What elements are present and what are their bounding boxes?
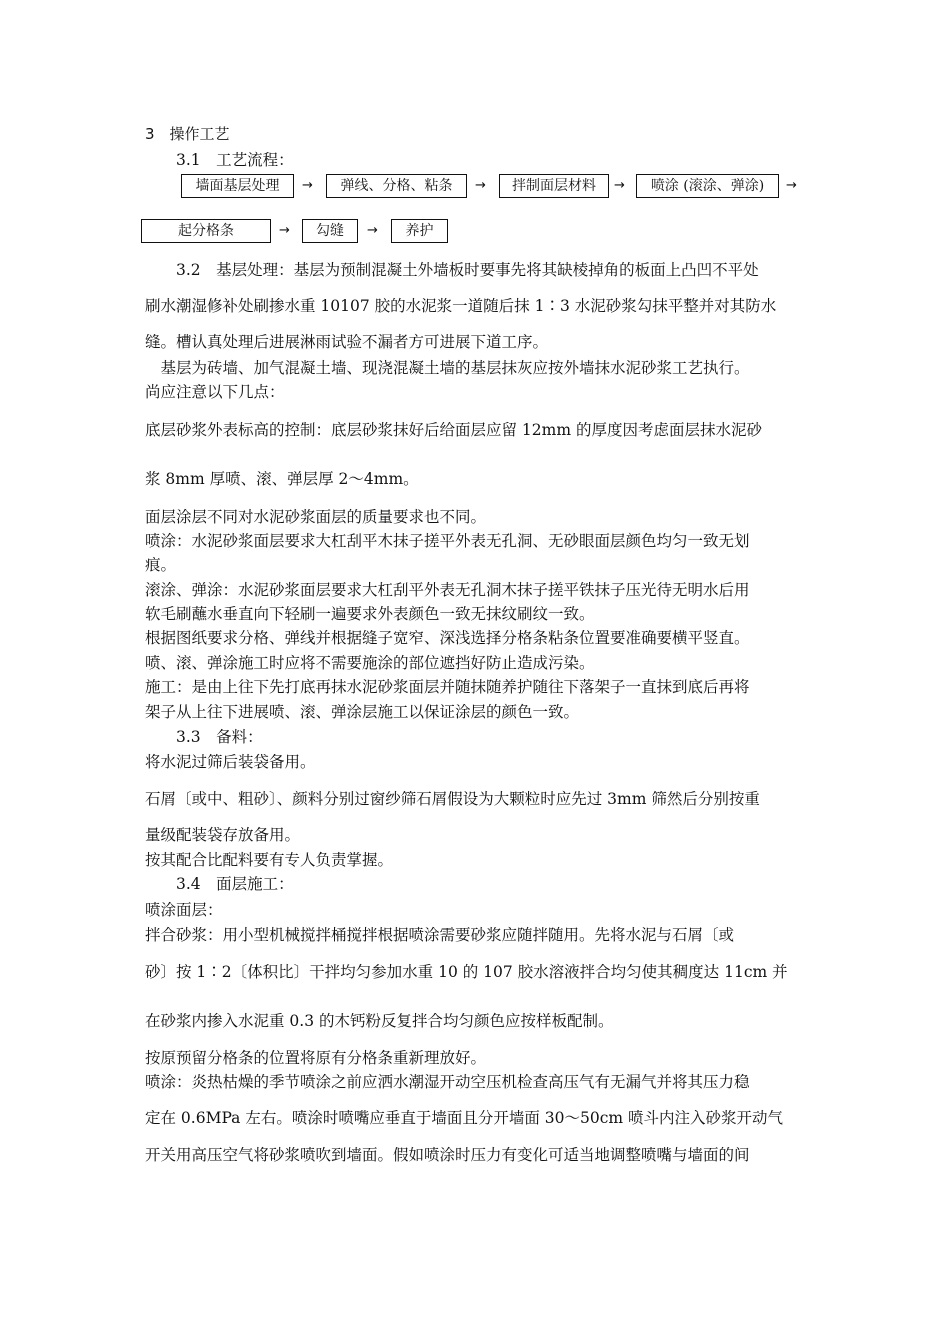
flow-arrow: →: [614, 178, 625, 193]
text-line: 按原预留分格条的位置将原有分格条重新理放好。: [145, 1049, 487, 1067]
text-line: 将水泥过筛后装袋备用。: [145, 753, 316, 771]
text-line: 尚应注意以下几点：: [145, 383, 285, 401]
flow-step-pointing: 勾缝: [302, 219, 358, 243]
text-line: 架子从上往下进展喷、滚、弹涂层施工以保证涂层的颜色一致。: [145, 703, 580, 721]
flow-heading: 3.1 工艺流程：: [176, 151, 294, 169]
flow-arrow: →: [786, 178, 797, 193]
text-line: 刷水潮湿修补处刷掺水重 10107 胶的水泥浆一道随后抹 1∶3 水泥砂浆勾抹平整并对其防水: [145, 297, 777, 315]
flow-step-base-treatment: 墙面基层处理: [181, 174, 294, 198]
flow-step-line-grid: 弹线、分格、粘条: [326, 174, 467, 198]
flow-step-mix-material: 拌制面层材料: [499, 174, 609, 198]
flow-step-spray: 喷涂 (滚涂、弹涂): [636, 174, 779, 198]
text-line: 痕。: [145, 556, 177, 574]
text-line: 开关用高压空气将砂浆喷吹到墙面。假如喷涂时压力有变化可适当地调整喷嘴与墙面的间: [145, 1146, 750, 1164]
flow-arrow: →: [475, 178, 486, 193]
text-line: 砂〕按 1∶2〔体积比〕干拌均匀参加水重 10 的 107 胶水溶液拌合均匀使其稠度达 11cm 并: [145, 963, 788, 981]
text-line: 缝。槽认真处理后进展淋雨试验不漏者方可进展下道工序。: [145, 333, 549, 351]
text-line: 滚涂、弹涂：水泥砂浆面层要求大杠刮平外表无孔洞木抹子搓平铁抹子压光待无明水后用: [145, 581, 750, 599]
text-line: 3.2 基层处理：基层为预制混凝土外墙板时要事先将其缺棱掉角的板面上凸凹不平处: [145, 261, 759, 279]
text-line: 定在 0.6MPa 左右。喷涂时喷嘴应垂直于墙面且分开墙面 30～50cm 喷斗内注入砂浆开动气: [145, 1109, 784, 1127]
text-line: 3.3 备料：: [145, 728, 263, 746]
text-line: 3.4 面层施工：: [145, 875, 294, 893]
flow-arrow: →: [302, 178, 313, 193]
text-line: 石屑〔或中、粗砂〕、颜料分别过窗纱筛石屑假设为大颗粒时应先过 3mm 筛然后分别按重: [145, 790, 760, 808]
section-title: 3 操作工艺: [145, 125, 230, 143]
text-line: 喷、滚、弹涂施工时应将不需要施涂的部位遮挡好防止造成污染。: [145, 654, 595, 672]
text-line: 软毛刷蘸水垂直向下轻刷一遍要求外表颜色一致无抹纹刷纹一致。: [145, 605, 595, 623]
flow-arrow: →: [279, 223, 290, 238]
text-line: 喷涂：炎热枯燥的季节喷涂之前应洒水潮湿开动空压机检查高压气有无漏气并将其压力稳: [145, 1073, 750, 1091]
flow-step-remove-strip: 起分格条: [141, 219, 271, 243]
text-line: 面层涂层不同对水泥砂浆面层的质量要求也不同。: [145, 508, 487, 526]
text-line: 喷涂面层：: [145, 901, 223, 919]
text-line: 底层砂浆外表标高的控制：底层砂浆抹好后给面层应留 12mm 的厚度因考虑面层抹水泥砂: [145, 421, 762, 439]
text-line: 基层为砖墙、加气混凝土墙、现浇混凝土墙的基层抹灰应按外墙抹水泥砂浆工艺执行。: [145, 359, 750, 377]
text-line: 喷涂：水泥砂浆面层要求大杠刮平木抹子搓平外表无孔洞、无砂眼面层颜色均匀一致无划: [145, 532, 750, 550]
text-line: 拌合砂浆：用小型机械搅拌桶搅拌根据喷涂需要砂浆应随拌随用。先将水泥与石屑〔或: [145, 926, 735, 944]
text-line: 浆 8mm 厚喷、滚、弹层厚 2～4mm。: [145, 470, 419, 488]
text-line: 量级配装袋存放备用。: [145, 826, 301, 844]
text-line: 在砂浆内掺入水泥重 0.3 的木钙粉反复拌合均匀颜色应按样板配制。: [145, 1012, 614, 1030]
flow-step-curing: 养护: [391, 219, 448, 243]
text-line: 按其配合比配料要有专人负责掌握。: [145, 851, 394, 869]
flow-arrow: →: [367, 223, 378, 238]
text-line: 施工：是由上往下先打底再抹水泥砂浆面层并随抹随养护随往下落架子一直抹到底后再将: [145, 678, 750, 696]
text-line: 根据图纸要求分格、弹线并根据缝子宽窄、深浅选择分格条粘条位置要准确要横平竖直。: [145, 629, 750, 647]
